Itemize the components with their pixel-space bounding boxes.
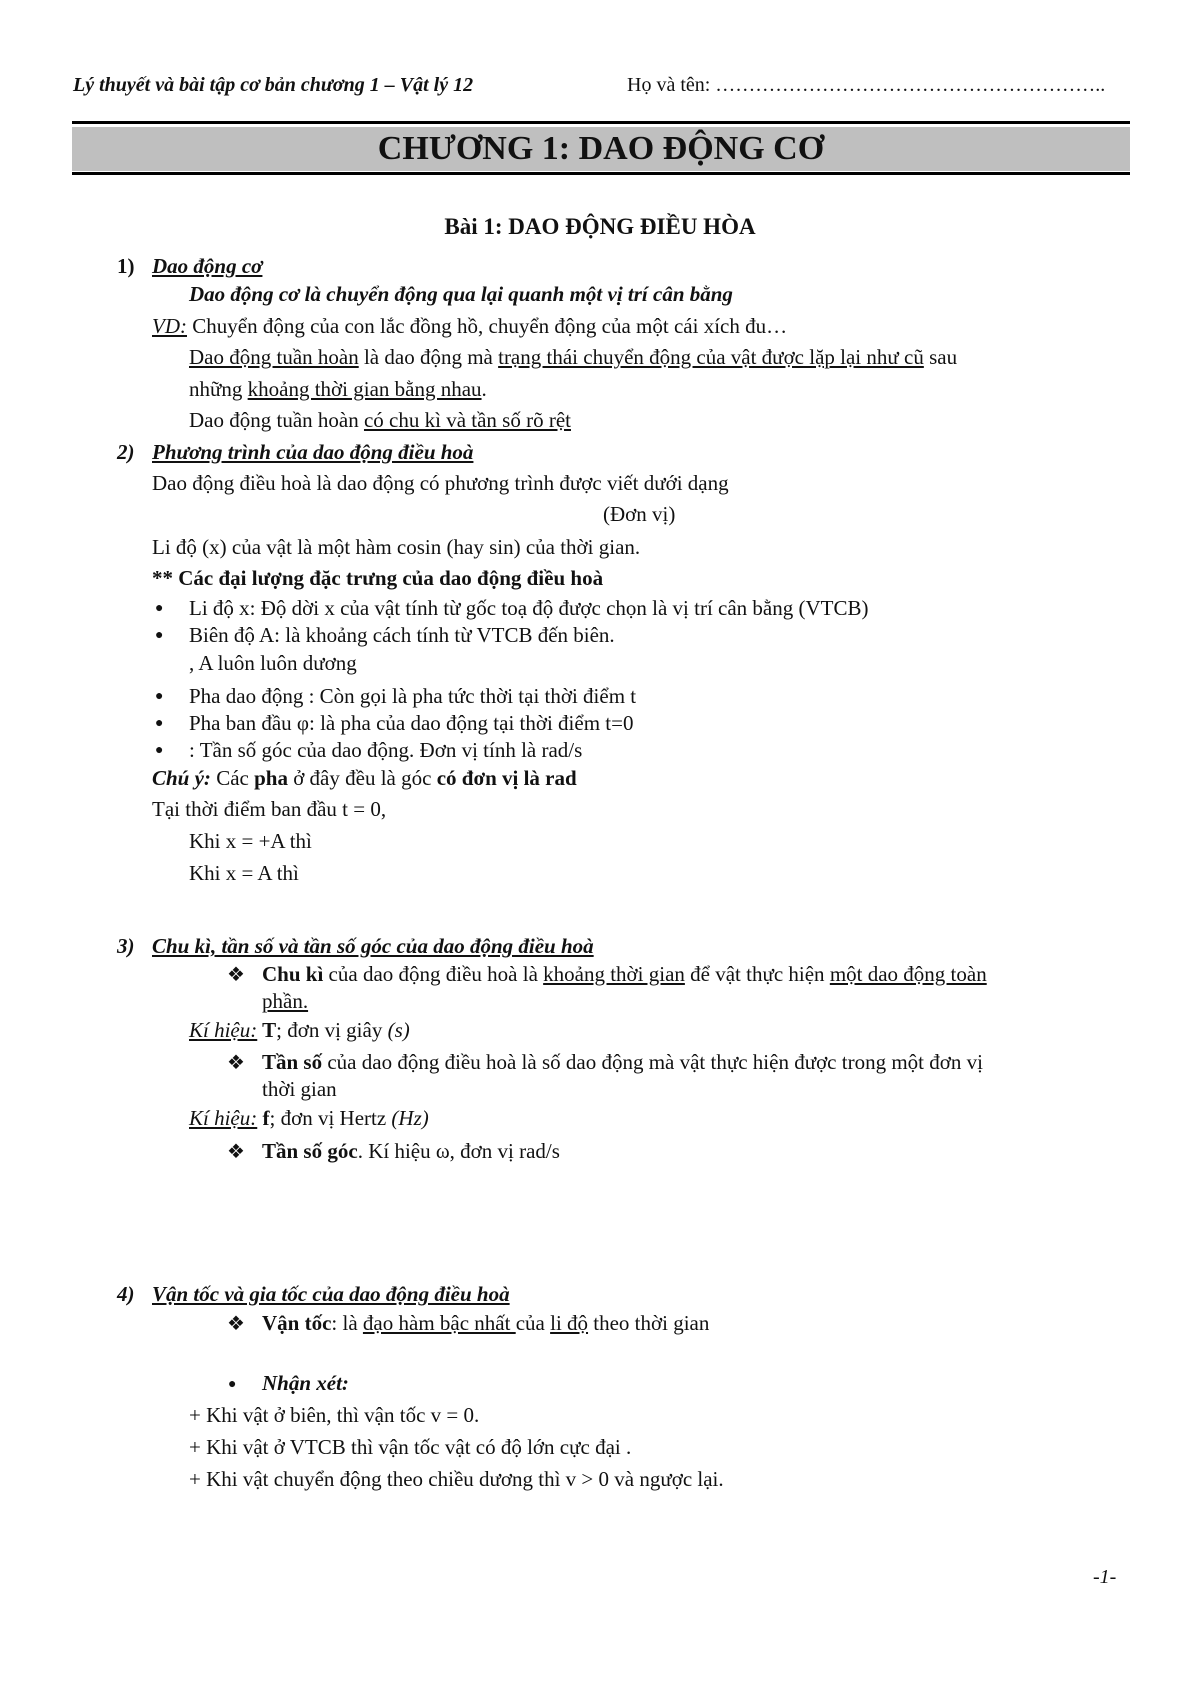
note-unit-rad: có đơn vị là rad xyxy=(436,766,577,790)
bullet-icon: ● xyxy=(155,716,164,731)
diamond-bullet-icon: ❖ xyxy=(227,964,245,986)
period-unit-text: ; đơn vị giây xyxy=(276,1018,388,1042)
velocity-line xyxy=(262,1311,709,1336)
section-2-line-2: Li độ (x) của vật là một hàm cosin (hay sin) của thời gian. xyxy=(152,535,641,559)
remark-1: + Khi vật ở biên, thì vận tốc v = 0. xyxy=(189,1403,480,1427)
frequency-line-2: thời gian xyxy=(262,1077,337,1101)
period-line-2: phần. xyxy=(262,989,309,1013)
bullet-icon: ● xyxy=(155,628,164,643)
periodic-term: Dao động tuần hoàn xyxy=(189,345,359,369)
section-1-example xyxy=(152,314,787,339)
banner-top-rule xyxy=(72,121,1130,124)
periodic-text-2: những xyxy=(189,377,248,401)
periodic-line-1 xyxy=(189,345,957,370)
diamond-bullet-icon: ❖ xyxy=(227,1052,245,1074)
angular-frequency-term: Tần số góc xyxy=(262,1139,358,1163)
section-2-unit: (Đơn vị) xyxy=(603,502,676,526)
frequency-text-1: của dao động điều hoà là số dao động mà vật thực hiện được trong một đơn vị xyxy=(322,1050,983,1074)
note-text-a: Các xyxy=(210,766,255,790)
section-2-number: 2) xyxy=(117,440,135,464)
section-2-note xyxy=(152,766,577,791)
periodic-text-end: sau xyxy=(923,345,958,369)
velocity-text-3: theo thời gian xyxy=(588,1311,710,1335)
symbol-label: Kí hiệu: xyxy=(189,1106,258,1130)
lesson-title: Bài 1: DAO ĐỘNG ĐIỀU HÒA xyxy=(444,214,756,239)
banner-bottom-rule xyxy=(72,172,1130,175)
section-3-title: Chu kì, tần số và tần số góc của dao động điều hoà xyxy=(152,934,594,958)
angular-frequency-line xyxy=(262,1139,560,1164)
when-x-minus-a: Khi x = A thì xyxy=(189,861,299,885)
frequency-line-1 xyxy=(262,1050,983,1075)
velocity-displacement: li độ xyxy=(550,1311,589,1335)
bullet-angular-frequency: : Tần số góc của dao động. Đơn vị tính là rad/s xyxy=(189,738,583,762)
chapter-title: CHƯƠNG 1: DAO ĐỘNG CƠ xyxy=(72,127,1130,171)
period-unit: (s) xyxy=(387,1018,410,1042)
velocity-text-2: của xyxy=(515,1311,551,1335)
periodic-period: . xyxy=(481,377,487,401)
remark-2: + Khi vật ở VTCB thì vận tốc vật có độ lớn cực đại . xyxy=(189,1435,632,1459)
periodic-line-2 xyxy=(189,377,487,402)
period-line-1 xyxy=(262,962,987,987)
periodic-text-3: Dao động tuần hoàn xyxy=(189,408,364,432)
bullet-icon: ● xyxy=(155,743,164,758)
velocity-text-1: : là xyxy=(331,1311,363,1335)
frequency-unit-text: ; đơn vị Hertz xyxy=(269,1106,392,1130)
bullet-amplitude: Biên độ A: là khoảng cách tính từ VTCB đến biên. xyxy=(189,623,615,647)
remark-3: + Khi vật chuyển động theo chiều dương thì v > 0 và ngược lại. xyxy=(189,1467,724,1491)
note-label: Chú ý: xyxy=(152,766,211,790)
section-4-number: 4) xyxy=(117,1282,135,1306)
bullet-initial-phase: Pha ban đầu φ: là pha của dao động tại thời điểm t=0 xyxy=(189,711,634,735)
note-phase: pha xyxy=(254,766,288,790)
section-2-title: Phương trình của dao động điều hoà xyxy=(152,440,474,464)
bullet-amplitude-cont: , A luôn luôn dương xyxy=(189,651,357,675)
diamond-bullet-icon: ❖ xyxy=(227,1313,245,1335)
note-text-c: ở đây đều là góc xyxy=(287,766,437,790)
angular-frequency-text: . Kí hiệu ω, đơn vị rad/s xyxy=(357,1139,560,1163)
symbol-label: Kí hiệu: xyxy=(189,1018,258,1042)
period-full-oscillation: một dao động toàn xyxy=(829,962,987,986)
frequency-unit: (Hz) xyxy=(391,1106,429,1130)
bullet-icon: ● xyxy=(155,689,164,704)
section-2-subhead: ** Các đại lượng đặc trưng của dao động điều hoà xyxy=(152,566,604,590)
bullet-phase: Pha dao động : Còn gọi là pha tức thời tại thời điểm t xyxy=(189,684,637,708)
section-3-number: 3) xyxy=(117,934,135,958)
period-text-2: để vật thực hiện xyxy=(684,962,830,986)
example-label: VD: xyxy=(152,314,187,338)
header-name-field: Họ và tên: ………………………………………………….. xyxy=(627,74,1106,96)
diamond-bullet-icon: ❖ xyxy=(227,1141,245,1163)
period-time-interval: khoảng thời gian xyxy=(543,962,685,986)
bullet-displacement: Li độ x: Độ dời x của vật tính từ gốc toạ độ được chọn là vị trí cân bằng (VTCB) xyxy=(189,596,869,620)
remark-label: Nhận xét: xyxy=(262,1371,349,1395)
frequency-term: Tần số xyxy=(262,1050,323,1074)
section-1-title: Dao động cơ xyxy=(152,254,263,278)
section-2-line-1: Dao động điều hoà là dao động có phương trình được viết dưới dạng xyxy=(152,471,729,495)
periodic-text: là dao động mà xyxy=(358,345,499,369)
period-text-1: của dao động điều hoà là xyxy=(323,962,544,986)
velocity-first-derivative: đạo hàm bậc nhất xyxy=(362,1311,516,1335)
period-term: Chu kì xyxy=(262,962,324,986)
period-symbol-t: T xyxy=(257,1018,277,1042)
bullet-icon: ● xyxy=(228,1377,237,1392)
example-text: Chuyển động của con lắc đồng hồ, chuyển động của một cái xích đu… xyxy=(187,314,788,338)
header-doc-title: Lý thuyết và bài tập cơ bản chương 1 – Vật lý 12 xyxy=(73,74,474,96)
initial-time-line: Tại thời điểm ban đầu t = 0, xyxy=(152,797,387,821)
frequency-symbol-f: f xyxy=(257,1106,270,1130)
page-number: -1- xyxy=(1093,1566,1117,1588)
when-x-plus-a: Khi x = +A thì xyxy=(189,829,312,853)
bullet-icon: ● xyxy=(155,601,164,616)
periodic-equal-intervals: khoảng thời gian bằng nhau xyxy=(247,377,482,401)
periodic-state: trạng thái chuyển động của vật được lặp lại như cũ xyxy=(498,345,924,369)
velocity-term: Vận tốc xyxy=(262,1311,332,1335)
section-1-definition: Dao động cơ là chuyển động qua lại quanh một vị trí cân bằng xyxy=(189,282,733,306)
period-symbol xyxy=(189,1018,410,1043)
frequency-symbol xyxy=(189,1106,429,1131)
section-4-title: Vận tốc và gia tốc của dao động điều hoà xyxy=(152,1282,510,1306)
periodic-clear-period: có chu kì và tần số rõ rệt xyxy=(363,408,571,432)
periodic-line-3 xyxy=(189,408,571,433)
section-1-number: 1) xyxy=(117,254,135,278)
